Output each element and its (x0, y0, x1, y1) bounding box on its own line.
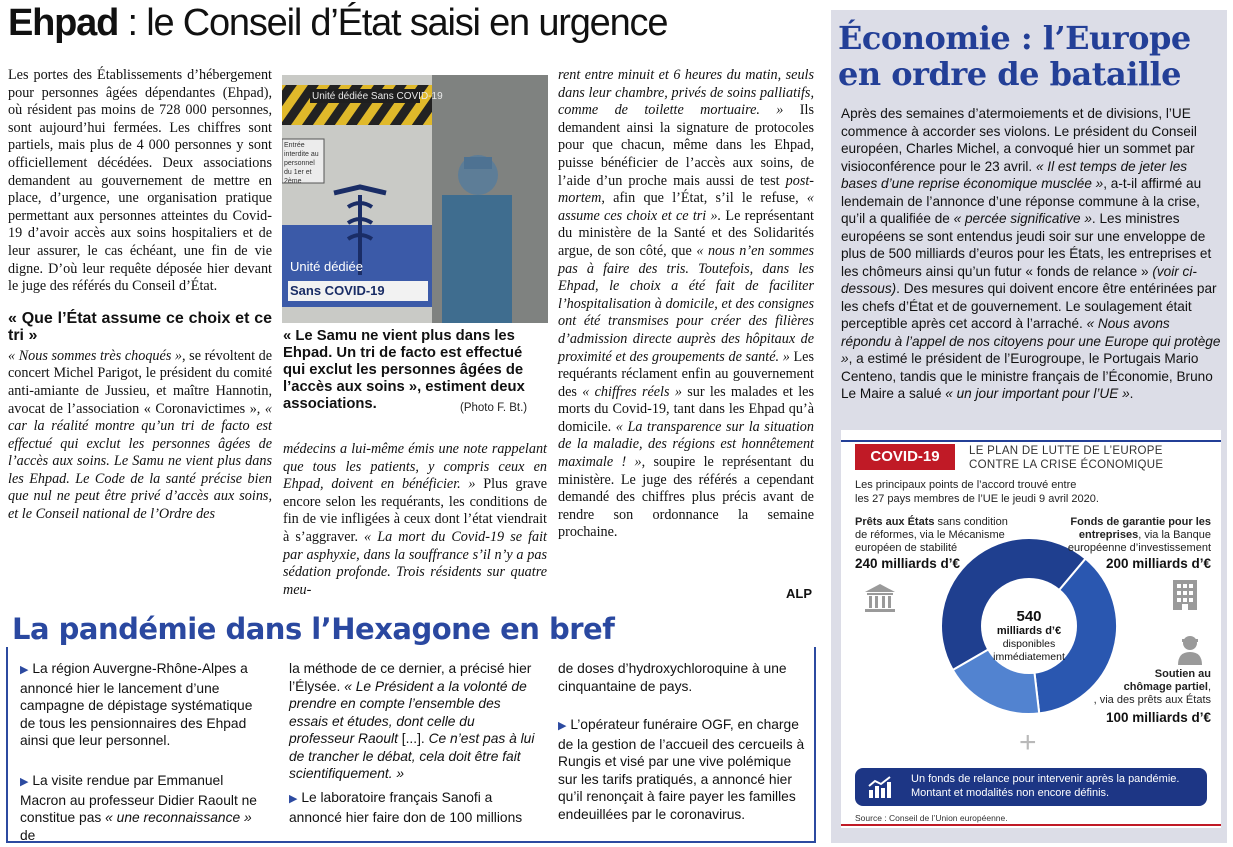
bref-item-2: ▶ La visite rendue par Emmanuel Macron au professeur Didier Raoult ne constitue pas « une reconnaissance » de (20, 773, 257, 843)
amount-prets-etats: 240 milliards d’€ (855, 556, 961, 571)
article-column-1 (8, 67, 272, 524)
covid-badge: COVID-19 (855, 444, 955, 470)
building-icon (1171, 578, 1199, 612)
infographic (841, 430, 1221, 828)
amount-chomage-partiel: 100 milliards d’€ (1105, 710, 1211, 725)
bref-headline: La pandémie dans l’Hexagone en bref (12, 612, 615, 646)
infographic-intro: Les principaux points de l’accord trouvé entre les 27 pays membres de l’UE le jeudi 9 avril 2020. (855, 479, 1099, 505)
economy-body: Après des semaines d’atermoiements et de divisions, l’UE commence à accorder ses violons. Le président du Conseil européen, Charles Michel, a convoqué hier un sommet par visioconférence pour le 23 avril. « Il est temps de jeter les bases d’une reprise économique musclée », a-t-il affirmé au lendemain de l’annonce d’une réponse commune à la crise, qu’il a qualifiée de « percée significative ». Les ministres européens se sont entendus jeudi soir sur une enveloppe de plus de 500 milliards d’euros pour les États, les entreprises et les chômeurs ainsi qu’un futur « fonds de relance » (voir ci-dessous). Des mesures qui doivent encore être entérinées par les chefs d’État et de gouvernement. Le soulagement était perceptible après cet accord à l’arraché. « Nous avons répondu à l’appel de nos citoyens pour une Europe qui protège », a estimé le président de l’Eurogroupe, le Portugais Mario Centeno, tandis que le ministre français de l’Économie, Bruno Le Maire a salué « un jour important pour l’UE ». (841, 106, 1221, 401)
bref-item-2-cont: la méthode de ce dernier, a précisé hier l’Élysée. « Le Président a la volonté de prendre en compte l’ensemble des essais et études, dont celle du professeur Raoult [...]. Ce n’est pas à lui de trancher le débat, cela doit être fait scientifiquement. » (289, 661, 535, 781)
infographic-bottom-rule (841, 824, 1221, 826)
label-fonds-entreprises: Fonds de garantie pour les entreprises, via la Banque européenne d’investissement (1067, 516, 1211, 554)
bref-item-1: ▶ La région Auvergne-Rhône-Alpes a annoncé hier le lancement d’une campagne de dépistage systématique de tous les pensionnaires des Ehpad ainsi que leur personnel. (20, 661, 253, 748)
plus-sign: + (1019, 726, 1037, 759)
intro-paragraph: Les portes des Établissements d’hébergement pour personnes âgées dépendantes (Ehpad), où résident pas moins de 728 000 personnes, sont aujourd’hui fermées. Les chiffres sont partiels, mais plus de 4 000 personnes y sont officiellement décédées. Deux associations demandent au gouvernement de mettre en place, d’urgence, une organisation pratique permettant aux personnes atteintes du Covid-19 d’avoir accès aux soins hospitaliers et de leur assurer, le cas échéant, une fin de vie digne. D’où leur requête déposée hier devant le juge des référés du Conseil d’État. (8, 67, 272, 295)
photo-sign-bottom-line1: Unité dédiée (290, 259, 363, 274)
label-chomage-partiel: Soutien au chômage partiel, , via des prêts aux États (1093, 668, 1211, 706)
bullet-triangle-icon: ▶ (20, 776, 29, 788)
bref-item-3: ▶ Le laboratoire français Sanofi a annoncé hier faire don de 100 millions (289, 790, 523, 825)
subheading: « Que l’État assume ce choix et ce tri » (8, 309, 272, 344)
worker-icon (1177, 634, 1203, 666)
bullet-triangle-icon: ▶ (558, 720, 567, 732)
label-prets-etats: Prêts aux États sans condition de réformes, via le Mécanisme européen de stabilité (855, 516, 1008, 554)
photo-notice: Entrée interdite au personnel du 1er et 2ème (284, 142, 319, 185)
photo-sign-top: Unité dédiée Sans COVID-19 (312, 91, 443, 102)
photo-credit: (Photo F. Bt.) (460, 402, 528, 414)
photo-caption: « Le Samu ne vient plus dans les Ehpad. Un tri de facto est effectué qui exclut les personnes âgées de l’accès aux soins », estiment deux associations. (283, 328, 525, 412)
bank-icon (863, 582, 897, 614)
quote-paragraph: « Nous sommes très choqués », se révoltent de concert Michel Parigot, le président du comité anti-amiante de Jussieu, et maître Hannotin, avocat de l’association « Coronavictimes », « car la réalité montre qu’un tri de facto est effectué qui exclut les personnes âgées de l’accès aux soins. Le Samu ne vient plus dans les Ehpad. Le Code de la santé précise bien que nul ne peut être privé d’accès aux soins, et le Conseil national de l’Ordre des (8, 347, 272, 523)
article-column-3: rent entre minuit et 6 heures du matin, seuls dans leur chambre, privés de soins palliatifs, comme de toilette mortuaire. » Ils demandent ainsi la signature de protocoles pour que chacun, même dans les Ehpad, puisse bénéficier de l’accès aux soins, de l’aide d’un proche mais aussi de test post-mortem, afin que l’État, s’il le refuse, « assume ces choix et ce tri ». Le représentant du ministère de la Santé et des Solidarités argue, de son côté, que « nous n’en sommes pas à faire des tris. Toutefois, dans les Ehpad, le choix a été fait de faciliter l’hospitalisation à domicile, et des consignes ont été transmises pour créer des filières d’admission directe auprès des hôpitaux de proximité et des groupements de santé. » Les requérants réclament enfin au gouvernement des « chiffres réels » sur les malades et les morts du Covid-19, tant dans les Ehpad qu’à domicile. « La transparence sur la situation de la maladie, des régions est honnêtement maximale ! », soupire le représentant du ministère. Le juge des référés a cependant demandé des chiffres plus précis avant de rendre son ordonnance la semaine prochaine. (558, 67, 815, 541)
bref-item-3-cont: de doses d’hydroxychloroquine à une cinquantaine de pays. (558, 661, 787, 694)
infographic-top-rule (841, 440, 1221, 442)
photo-sign-bottom-line2: Sans COVID-19 (290, 283, 385, 298)
economy-headline: Économie : l’Europe en ordre de bataille (838, 19, 1191, 93)
relance-banner-text: Un fonds de relance pour intervenir après la pandémie. Montant et modalités non encore définis. (911, 773, 1180, 799)
article-photo (282, 75, 548, 323)
amount-fonds-entreprises: 200 milliards d’€ (1105, 556, 1211, 571)
article-column-2: médecins a lui-même émis une note rappelant que tous les patients, y compris ceux en Ehpad, doivent en bénéficier. » Plus grave encore selon les requérants, les conditions de fin de vie infligées à ceux dont l’état viendrait à s’aggraver. « La mort du Covid-19 se fait par asphyxie, dans la souffrance s’il n’y a pas sédation profonde. Trois résidents sur quatre meu- (283, 441, 547, 598)
article-signature: ALP (786, 586, 812, 601)
bref-item-4: ▶ L’opérateur funéraire OGF, en charge de la gestion de l’accueil des cercueils à Rungis et visé par une vive polémique sur les tarifs pratiqués, a annoncé hier qu’il renonçait à faire payer les familles endeuillées par le coronavirus. (558, 717, 805, 822)
growth-chart-icon (867, 776, 893, 798)
bullet-triangle-icon: ▶ (20, 664, 29, 676)
donut-center-label: 540 milliards d’€ disponibles immédiatement (993, 608, 1065, 663)
infographic-header: LE PLAN DE LUTTE DE L’EUROPE CONTRE LA CRISE ÉCONOMIQUE (969, 445, 1164, 471)
infographic-source: Source : Conseil de l’Union européenne. (855, 813, 1008, 823)
relance-banner (855, 768, 1207, 806)
bullet-triangle-icon: ▶ (289, 793, 298, 805)
main-headline: Ehpad : le Conseil d’État saisi en urgence (8, 2, 668, 44)
